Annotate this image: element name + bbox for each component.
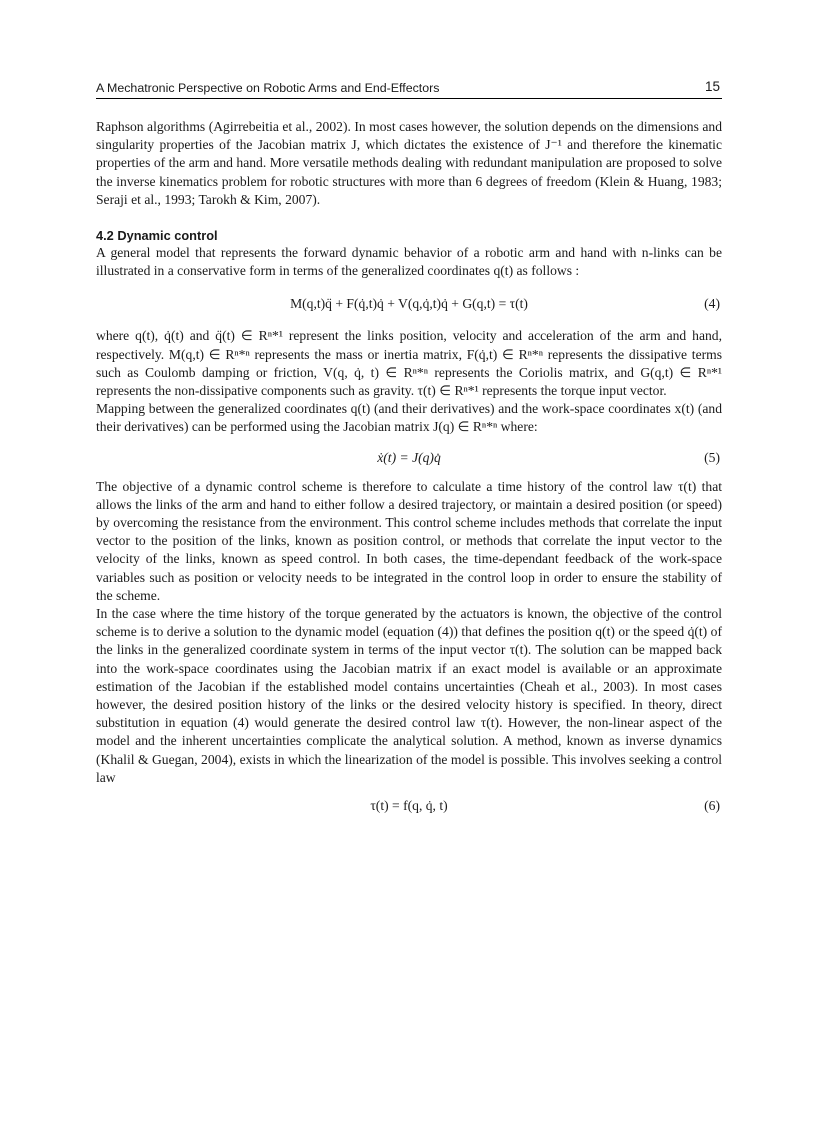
page [96,76,722,815]
equation-4 [96,295,722,313]
paragraph-control-objective: The objective of a dynamic control scheme is therefore to calculate a time history of the control law τ(t) that allows the links of the arm and hand to either follow a desired trajectory, or maintain a desired position (or speed) by overcoming the resistance from the environment. This control scheme includes methods that correlate the input vector to the position of the links, known as position control, or methods that correlate the input vector to the velocity of the links, known as speed control. In both cases, the time-dependant feedback of the work-space variables such as position or velocity needs to be integrated in the control loop in order to ensure the stability of the scheme. [96,478,722,603]
paragraph-term-definitions: where q(t), q̇(t) and q̈(t) ∈ Rⁿ*¹ represent the links position, velocity and acceleration of the arm and hand, respectively. M(q,t) ∈ Rⁿ*ⁿ represents the mass or inertia matrix, F(q̇,t) ∈ Rⁿ*ⁿ represents the dissipative terms such as Coulomb damping or friction, V(q, q̇, t) ∈ Rⁿ*ⁿ represents the Coriolis matrix, and G(q,t) ∈ Rⁿ*¹ represents the non-dissipative components such as gravity. τ(t) ∈ Rⁿ*¹ represents the torque input vector. [96,328,722,399]
paragraph-inverse-kinematics: Raphson algorithms (Agirrebeitia et al., 2002). In most cases however, the solution depends on the dimensions and singularity properties of the Jacobian matrix J, which dictates the existence of J⁻¹ and therefore the kinematic properties of the arm and hand. More versatile methods dealing with redundant manipulation are proposed to solve the inverse kinematics problem for robotic structures with more than 6 degrees of freedom (Klein & Huang, 1983; Seraji et al., 1993; Tarokh & Kim, 2007). [96,119,722,207]
equation-4-body: M(q,t)q̈ + F(q̇,t)q̇ + V(q,q̇,t)q̇ + G(q,t) = τ(t) [290,296,528,312]
paragraph-dynamic-model-intro: A general model that represents the forward dynamic behavior of a robotic arm and hand with n-links can be illustrated in a conservative form in terms of the generalized coordinates q(t) as follows : [96,245,722,279]
section-heading: 4.2 Dynamic control [96,228,218,244]
equation-4-number: (4) [704,296,720,312]
equation-6-number: (6) [704,798,720,814]
running-title: A Mechatronic Perspective on Robotic Arms and End-Effectors [96,81,440,95]
equation-5-body: ẋ(t) = J(q)q̇ [377,449,441,465]
paragraph-jacobian-mapping: Mapping between the generalized coordinates q(t) (and their derivatives) and the work-space coordinates x(t) (and their derivatives) can be performed using the Jacobian matrix J(q) ∈ Rⁿ*ⁿ where: [96,401,722,435]
equation-5-number: (5) [704,449,720,465]
running-header [96,76,722,99]
equation-5 [96,449,722,467]
equation-6 [96,797,722,815]
paragraph-inverse-dynamics: In the case where the time history of the torque generated by the actuators is known, the objective of the control scheme is to derive a solution to the dynamic model (equation (4)) that defines the position q(t) or the speed q̇(t) of the links in the generalized coordinate system in terms of the input vector τ(t). The solution can be mapped back into the work-space coordinates using the Jacobian matrix if an exact model is available or an approximate estimation of the Jacobian if the established model contains uncertainties (Cheah et al., 2003). In most cases however, the desired position history of the links or the desired velocity history is specified. In theory, direct substitution in equation (4) would generate the desired control law τ(t). However, the non-linear aspect of the model and the inherent uncertainties complicate the analytical solution. A method, known as inverse dynamics (Khalil & Guegan, 2004), exists in which the linearization of the model is possible. This involves seeking a control law [96,606,722,785]
equation-6-body: τ(t) = f(q, q̇, t) [370,798,448,814]
page-number: 15 [704,79,720,94]
